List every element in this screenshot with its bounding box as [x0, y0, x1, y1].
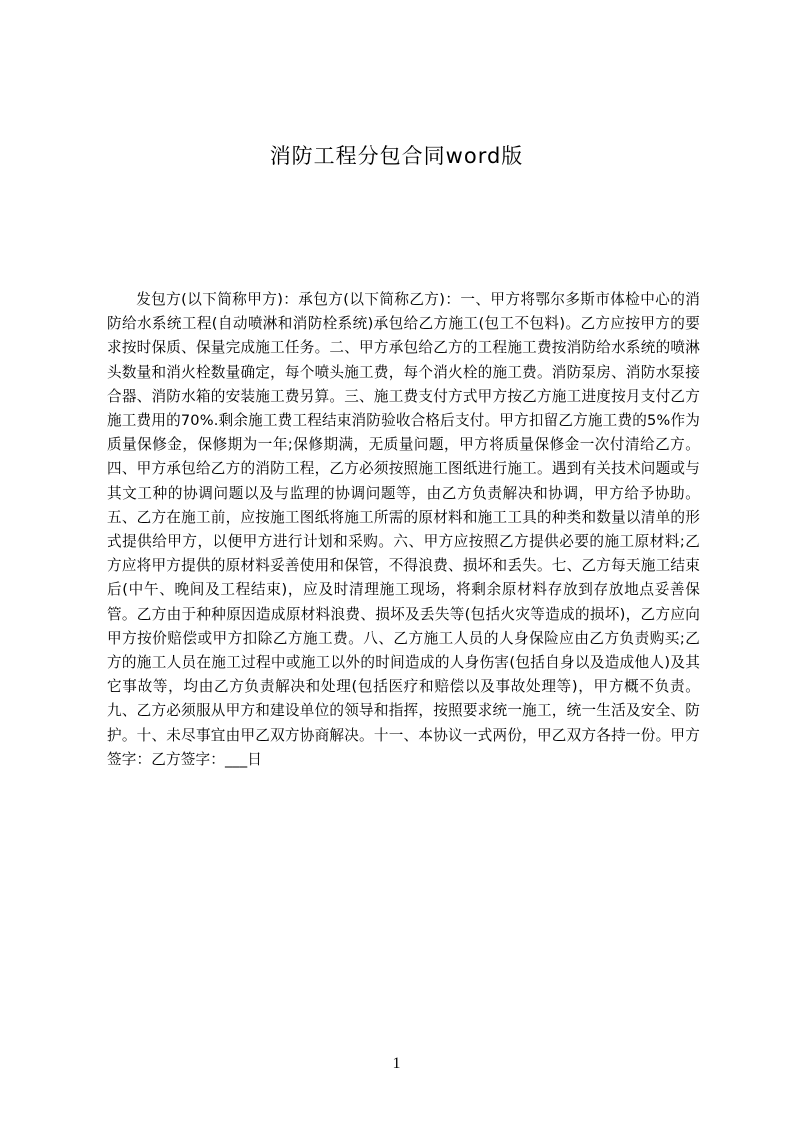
page-number: 1: [392, 1055, 401, 1072]
contract-body-paragraph: 发包方(以下简称甲方)：承包方(以下简称乙方)：一、甲方将鄂尔多斯市体检中心的消防给水系统工程(自动喷淋和消防栓系统)承包给乙方施工(包工不包料)。乙方应按甲方的要求按时保质、保量完成施工任务。二、甲方承包给乙方的工程施工费按消防给水系统的喷淋头数量和消火栓数量确定，每个喷头施工费，每个消火栓的施工费。消防泵房、消防水泵接合器、消防水箱的安装施工费另算。三、施工费支付方式甲方按乙方施工进度按月支付乙方施工费用的70%.剩余施工费工程结束消防验收合格后支付。甲方扣留乙方施工费的5%作为质量保修金，保修期为一年;保修期满，无质量问题，甲方将质量保修金一次付清给乙方。四、甲方承包给乙方的消防工程，乙方必须按照施工图纸进行施工。遇到有关技术问题或与其文工种的协调问题以及与监理的协调问题等，由乙方负责解决和协调，甲方给予协助。五、乙方在施工前，应按施工图纸将施工所需的原材料和施工工具的种类和数量以清单的形式提供给甲方，以便甲方进行计划和采购。六、甲方应按照乙方提供必要的施工原材料;乙方应将甲方提供的原材料妥善使用和保管，不得浪费、损坏和丢失。七、乙方每天施工结束后(中午、晚间及工程结束)，应及时清理施工现场，将剩余原材料存放到存放地点妥善保管。乙方由于种种原因造成原材料浪费、损坏及丢失等(包括火灾等造成的损坏)，乙方应向甲方按价赔偿或甲方扣除乙方施工费。八、乙方施工人员的人身保险应由乙方负责购买;乙方的施工人员在施工过程中或施工以外的时间造成的人身伤害(包括自身以及造成他人)及其它事故等，均由乙方负责解决和处理(包括医疗和赔偿以及事故处理等)，甲方概不负责。九、乙方必须服从甲方和建设单位的领导和指挥，按照要求统一施工，统一生活及安全、防护。十、未尽事宜由甲乙双方协商解决。十一、本协议一式两份，甲乙双方各持一份。甲方签字：乙方签字：___日: [107, 291, 700, 768]
document-title: 消防工程分包合同word版: [269, 144, 524, 168]
